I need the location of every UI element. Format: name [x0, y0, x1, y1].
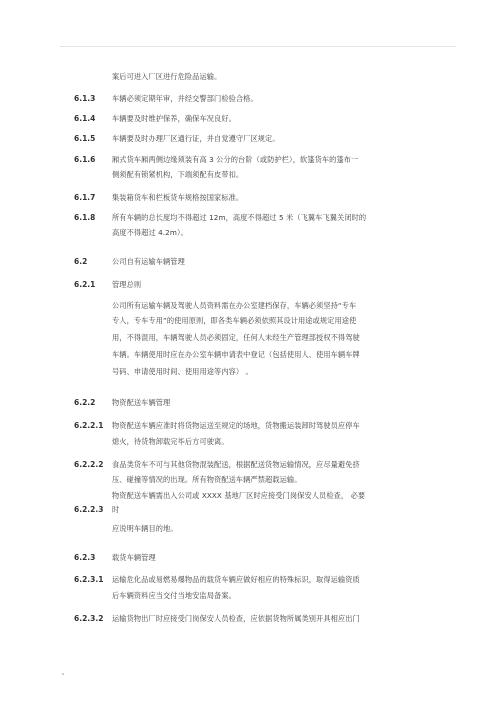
paragraph-line: 专人，专车专用”的使用原则，即各类车辆必须依照其设计用途或规定用途使	[112, 316, 357, 325]
section-number: 6.2.1	[74, 280, 96, 289]
paragraph-line: 物资配送车辆需出入公司或 XXXX 基地厂区时应接受门岗保安人员检查， 必要	[112, 491, 366, 500]
paragraph-line: 公司所有运输车辆及驾驶人员资料需在办公室建档保存，车辆必须坚持“专车	[112, 301, 357, 310]
section-number: 6.1.4	[74, 114, 96, 123]
paragraph-line: 车辆。车辆使用时应在办公室车辆申请表中登记（包括使用人、使用车辆车牌	[112, 350, 360, 359]
section-number: 6.1.6	[74, 155, 96, 164]
paragraph-line: 物资配送车辆管理	[112, 398, 171, 407]
paragraph-line: 车辆要及时维护保养，确保车况良好。	[112, 114, 236, 123]
section-number: 6.2.2.1	[74, 421, 104, 430]
paragraph-line: 物资配送车辆应准时将货物运送至规定的场地，货物搬运装卸时驾驶员应停车	[112, 421, 360, 430]
section-number: 6.1.3	[74, 94, 96, 103]
paragraph-line: 所有车辆的总长度均不得超过 12m，高度不得超过 5 米（飞翼车飞翼关闭时的	[112, 213, 367, 222]
paragraph-line: 运输货物出厂时应接受门岗保安人员检查，应依据货物所属类别开具相应出门	[112, 614, 360, 623]
paragraph-line: 应说明车辆目的地。	[112, 524, 178, 533]
section-number: 6.2.2	[74, 398, 96, 407]
paragraph-line: 压、碰撞等情况的出现。所有物资配送车辆严禁超载运输。	[112, 475, 302, 484]
paragraph-line: 集装箱货车和栏板货车规格按国家标准。	[112, 193, 244, 202]
paragraph-line: 车辆必须定期年审，并经交警部门检验合格。	[112, 94, 258, 103]
paragraph-line: 后车辆资料应当交付当地安监局备案。	[112, 591, 236, 600]
paragraph-line: 厢式货车厢两侧边缘须装有高 3 公分的台阶（或防护栏），软篷货车的篷布一	[112, 155, 359, 164]
header-rule	[60, 46, 456, 47]
paragraph-line: 载货车辆管理	[112, 553, 156, 562]
section-number: 6.2.3.1	[74, 575, 104, 584]
section-number: 6.1.7	[74, 193, 96, 202]
section-number: 6.2.3	[74, 553, 96, 562]
section-number: 6.1.5	[74, 134, 96, 143]
paragraph-line: 管理总则	[112, 280, 142, 289]
section-number: 6.1.8	[74, 213, 96, 222]
paragraph-line: 案后可进入厂区进行危险品运输。	[112, 72, 222, 81]
section-number: 6.2.3.2	[74, 614, 104, 623]
paragraph-line: 食品类货车不可与其他货物混装配送，根据配送货物运输情况，应尽量避免挤	[112, 460, 360, 469]
page-mark	[62, 673, 64, 675]
paragraph-line: 公司自有运输车辆管理	[112, 257, 185, 266]
paragraph-line: 运输危化品或易燃易爆物品的载货车辆应做好相应的特殊标识，取得运输资质	[112, 575, 360, 584]
paragraph-line: 号码、申请使用时间、使用用途等内容） 。	[112, 367, 253, 376]
paragraph-line: 侧须配有锁紧机构，下端须配有皮带扣。	[112, 170, 244, 179]
paragraph-line: 用，不得混用，车辆驾驶人员必须固定，任何人未经生产管理部授权不得驾驶	[112, 333, 360, 342]
paragraph-line: 熄火，待货物卸载完毕后方可驶离。	[112, 437, 229, 446]
paragraph-line: 时	[112, 505, 120, 514]
section-number: 6.2.2.3	[74, 505, 104, 514]
paragraph-line: 车辆要及时办理厂区通行证，并自觉遵守厂区规定。	[112, 134, 280, 143]
section-number: 6.2.2.2	[74, 460, 104, 469]
section-number: 6.2	[74, 257, 88, 266]
paragraph-line: 高度不得超过 4.2m）。	[112, 228, 188, 237]
